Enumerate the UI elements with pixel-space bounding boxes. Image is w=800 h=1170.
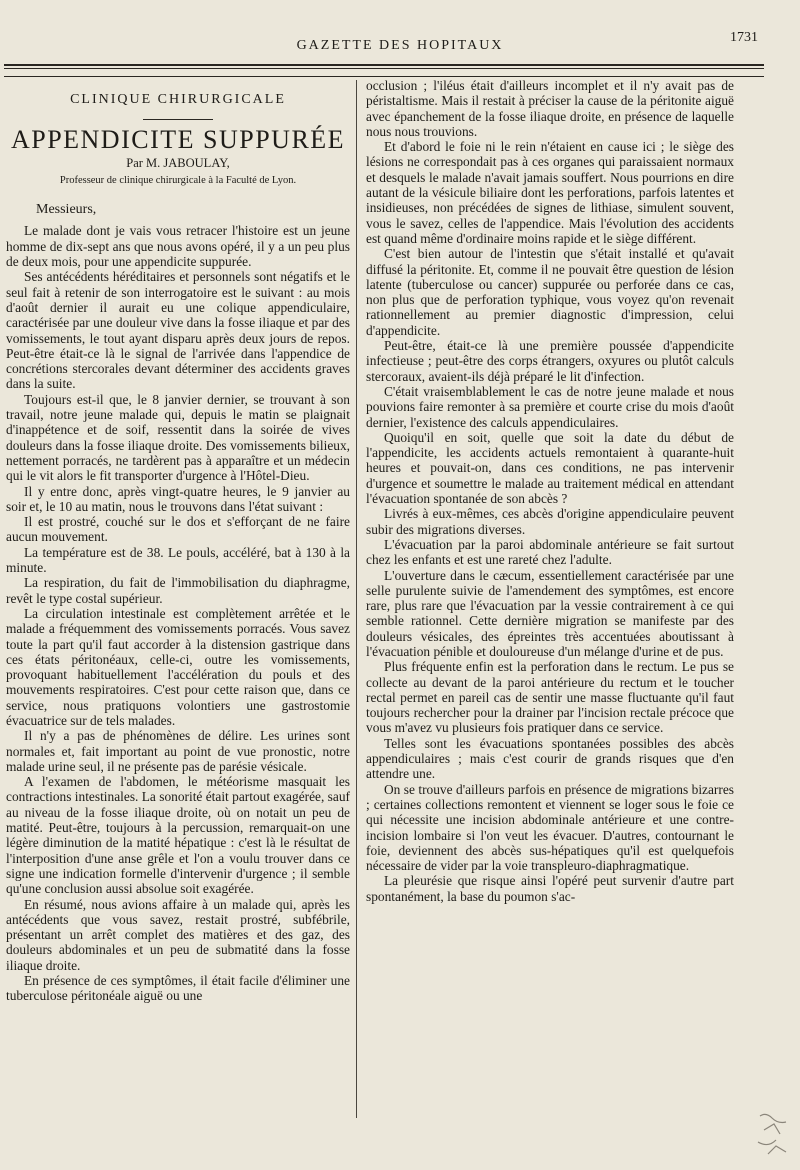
left-column <box>6 86 350 1004</box>
column-divider <box>356 80 357 1118</box>
paragraph: La respiration, du fait de l'immobilisation du diaphragme, revêt le type costal supérieur. <box>6 575 350 606</box>
header-rule <box>4 76 764 77</box>
paragraph: Telles sont les évacuations spontanées possibles des abcès appendiculaires ; mais c'est courir de grands risques que d'en attendre une. <box>366 735 734 782</box>
paragraph: Peut-être, était-ce là une première poussée d'appendicite infectieuse ; peut-être des corps étrangers, oxyures ou plutôt calculs stercoraux, avaient-ils déjà préparé le lit d'infection. <box>366 338 734 384</box>
paragraph: Et d'abord le foie ni le rein n'étaient en cause ici ; le siège des lésions ne correspondait pas à ces organes qui paraissaient normaux et desquels le malade n'avait jamais souffert. Nous pourrions en dire autant de la vésicule biliaire dont les perforations, parfois latentes et insidieuses, non précédées de signes de lithiase, simulent souvent, vous le savez, celles de l'appendice. Mais l'évolution des accidents est quand même d'ordinaire moins rapide et le siège différent. <box>366 139 734 246</box>
paragraph: Ses antécédents héréditaires et personnels sont négatifs et le seul fait à retenir de son interrogatoire est le suivant : au mois d'août dernier il aurait eu une colique appendiculaire, caractérisée par une douleur vive dans la fosse iliaque et par des vomissements, le tout ayant disparu après deux jours de repos. Peut-être était-ce là le signal de l'arrivée dans l'appendice de concrétions stercorales devant déterminer des accidents graves dans la suite. <box>6 269 350 392</box>
paragraph: L'évacuation par la paroi abdominale antérieure se fait surtout chez les enfants et est une rareté chez l'adulte. <box>366 536 734 568</box>
paragraph: Toujours est-il que, le 8 janvier dernier, se trouvant à son travail, notre jeune malade qui, depuis le matin se plaignait d'inappétence et de soif, ressentit dans la soirée de vives douleurs dans la fosse iliaque droite. Des vomissements bilieux, nettement porracés, ne tardèrent pas à apparaître et un médecin qui le vit alors le fit transporter d'urgence à l'Hôtel-Dieu. <box>6 391 350 484</box>
paragraph: Il y entre donc, après vingt-quatre heures, le 9 janvier au soir et, le 10 au matin, nous le trouvons dans l'état suivant : <box>6 483 350 514</box>
paragraph: La circulation intestinale est complètement arrêtée et le malade a fréquemment des vomissements porracés. Vous savez toute la part qu'il faut accorder à la distension gastrique dans ces états péritonéaux, celle-ci, outre les vomissements, provoquant habituellement l'accélération du pouls et des mouvements respiratoires. C'est pour cette raison que, dans ce service, nous pratiquons volontiers une gastrostomie évacuatrice sur de tels malades. <box>6 605 350 728</box>
article-title: APPENDICITE SUPPURÉE <box>10 125 346 155</box>
paragraph: C'est bien autour de l'intestin que s'était installé et qu'avait diffusé la péritonite. Et, comme il ne pouvait être question de lésion latente (tuberculose ou cancer) suppurée ou perforée dans ce cas, non plus que de perforation typhique, vous voyez qu'on revenait rationnellement au premier diagnostic d'impression, celui d'appendicite. <box>366 246 734 338</box>
paragraph: occlusion ; l'iléus était d'ailleurs incomplet et il n'y avait pas de péristaltisme. Mais il restait à préciser la cause de la péritonite aiguë avec épanchement de la fosse iliaque droite, en présence de laquelle nous nous trouvions. <box>366 78 734 139</box>
paragraph: Livrés à eux-mêmes, ces abcès d'origine appendiculaire peuvent subir des migrations diverses. <box>366 506 734 537</box>
paragraph: La pleurésie que risque ainsi l'opéré peut survenir d'autre part spontanément, la base du poumon s'ac- <box>366 873 734 904</box>
section-title: CLINIQUE CHIRURGICALE <box>70 92 286 107</box>
paragraph: La température est de 38. Le pouls, accéléré, bat à 130 à la minute. <box>6 544 350 576</box>
paragraph: A l'examen de l'abdomen, le météorisme masquait les contractions intestinales. La sonorité était partout exagérée, sauf au niveau de la fosse iliaque droite, où on notait un peu de matité. Peut-être, toujours à la percussion, remarquait-on une légère diminution de la matité hépatique : c'est là le résultat de l'interposition d'une anse grêle et l'on a voulu trouver dans ce signe une indication formelle d'intervenir d'urgence ; il semble qu'une conclusion aussi absolue soit exagérée. <box>6 774 350 897</box>
author-byline: Par M. JABOULAY, <box>126 155 230 170</box>
paragraph: Plus fréquente enfin est la perforation dans le rectum. Le pus se collecte au devant de la paroi antérieure du rectum et le toucher rectal permet en pareil cas de sentir une masse fluctuante qu'il faut toujours rechercher pour la drainer par l'incision rectale précoce que vous m'avez vu plusieurs fois pratiquer dans ce service. <box>366 659 734 736</box>
salutation: Messieurs, <box>36 202 97 218</box>
library-stamp-fragment <box>756 1108 796 1162</box>
paragraph: Il est prostré, couché sur le dos et s'efforçant de ne faire aucun mouvement. <box>6 514 350 545</box>
paragraph: Il n'y a pas de phénomènes de délire. Les urines sont normales et, fait important au point de vue pronostic, notre malade urine seul, il ne présente pas de parésie vésicale. <box>6 728 350 774</box>
page-number: 1731 <box>730 30 758 45</box>
gazette-title: GAZETTE DES HOPITAUX <box>296 38 504 53</box>
author-affiliation: Professeur de clinique chirurgicale à la Faculté de Lyon. <box>59 174 297 186</box>
paragraph: Quoiqu'il en soit, quelle que soit la date du début de l'appendicite, les accidents actuels remontaient à quarante-huit heures et pouvait-on, dans ces conditions, ne pas intervenir d'urgence et soumettre le malade au traitement médical en attendant l'évacuation spontanée de son abcès ? <box>366 429 734 507</box>
paragraph: En présence de ces symptômes, il était facile d'éliminer une tuberculose péritonéale aiguë ou une <box>6 973 350 1004</box>
paragraph: C'était vraisemblablement le cas de notre jeune malade et nous pouvions faire remonter à sa première et courte crise du mois d'août dernier, l'existence des calculs appendiculaires. <box>366 383 734 430</box>
header-double-rule <box>4 64 764 69</box>
running-head <box>0 30 800 58</box>
paragraph: Le malade dont je vais vous retracer l'histoire est un jeune homme de dix-sept ans que nous avons opéré, il y a un peu plus de deux mois, pour une appendicite suppurée. <box>6 223 350 270</box>
paragraph: L'ouverture dans le cæcum, essentiellement caractérisée par une selle purulente suivie de l'amendement des symptômes, est encore rare, plus rare que l'évacuation par la vessie contrairement à ce qui semble rationnel. Cette dernière migration se manifeste par des douleurs vésicales, des épreintes très accentuées aboutissant à l'évacuation pénible et douloureuse d'un mélange d'urine et de pus. <box>366 567 734 659</box>
right-column <box>366 78 734 904</box>
paragraph: En résumé, nous avions affaire à un malade qui, après les antécédents que vous savez, restait prostré, subfébrile, présentant un arrêt complet des matières et des gaz, des douleurs abdominales et un peu de submatité dans la fosse iliaque droite. <box>6 896 350 973</box>
section-rule <box>143 119 213 120</box>
paragraph: On se trouve d'ailleurs parfois en présence de migrations bizarres ; certaines collections remontent et viennent se loger sous le foie ce qui nécessite une incision abdominale antérieure et une contre-incision lombaire si l'on veut les évacuer. D'autres, contournant le foie, deviennent des abcès sus-hépatiques qu'il est quelquefois nécessaire de vider par la voie transpleuro-diaphragmatique. <box>366 781 734 874</box>
